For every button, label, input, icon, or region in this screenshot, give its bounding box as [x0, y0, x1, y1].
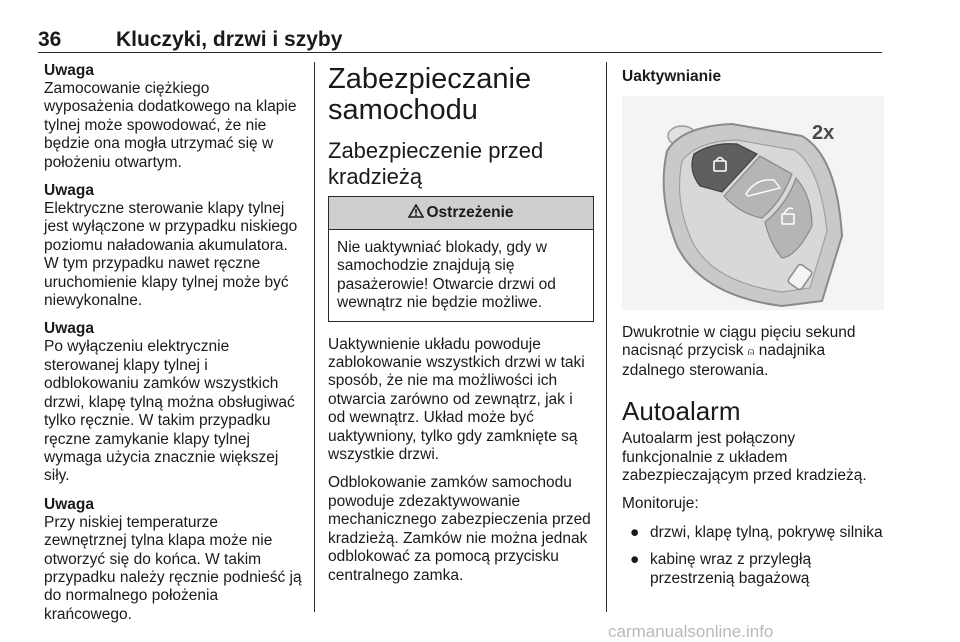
- bullet-icon: ●: [630, 523, 640, 541]
- note-4: [44, 496, 302, 624]
- page-number: 36: [38, 28, 62, 51]
- note-title: Uwaga: [44, 182, 94, 200]
- column-divider-2: [606, 62, 607, 612]
- key-fob-illustration: [622, 96, 884, 310]
- note-2: [44, 182, 302, 310]
- warning-text: Nie uaktywniać blokady, gdy w samochodzie znajdują się pasażerowie! Otwarcie drzwi od wewnątrz nie będzie możliwe.: [337, 239, 556, 312]
- note-1: [44, 62, 302, 172]
- note-text: Zamocowanie ciężkiego wyposażenia dodatkowego na klapie tylnej może spowodować, że nie będzie ona mogła utrzymać się w położeniu otwartym.: [44, 80, 297, 171]
- subsection-heading: Uaktywnianie: [622, 68, 722, 85]
- warning-title: Ostrzeżenie: [426, 204, 514, 221]
- bullet-icon: ●: [630, 551, 640, 569]
- paragraph: Uaktywnienie układu powoduje zablokowanie wszystkich drzwi w taki sposób, że nie ma możliwości ich otwarcia zarówno od zewnątrz, jak i od wewnątrz. Układ może być uaktywniony, tylko gdy zamknięte są wszystkie drzwi.: [328, 335, 585, 464]
- key-fob-drawing: [622, 96, 884, 310]
- paragraph-start: Dwukrotnie w ciągu pięciu sekund nacisnąć przycisk: [622, 324, 856, 360]
- note-title: Uwaga: [44, 495, 94, 513]
- section-heading: Autoalarm: [622, 396, 741, 427]
- column-1: [44, 62, 302, 634]
- list-item-text: drzwi, klapę tylną, pokrywę silnika: [650, 523, 883, 541]
- section-heading: Zabezpieczanie samochodu: [328, 63, 532, 126]
- column-divider-1: [314, 62, 315, 612]
- subsection-heading: Zabezpieczenie przed kradzieżą: [328, 138, 544, 189]
- monitor-label: Monitoruje:: [622, 495, 699, 513]
- column-2: [328, 62, 594, 595]
- warning-triangle-icon: [408, 204, 424, 218]
- watermark: carmanualsonline.info: [608, 622, 774, 641]
- list-item-text: kabinę wraz z przyległą przestrzenią bagażową: [650, 551, 812, 587]
- page-title: Kluczyki, drzwi i szyby: [116, 28, 343, 51]
- warning-header: [329, 197, 593, 230]
- note-3: [44, 320, 302, 485]
- note-text: Elektryczne sterowanie klapy tylnej jest wyłączone w przypadku niskiego poziomu naładowania akumulatora. W tym przypadku nawet ręczne uruchomienie klapy tylnej może być niewykonalne.: [44, 200, 298, 310]
- note-text: Po wyłączeniu elektrycznie sterowanej klapy tylnej i odblokowaniu zamków wszystkich drzwi, klapę tylną można obsługiwać tylko ręcznie. W takim przypadku ręczne zamykanie klapy tylnej wymaga użycia znacznie większej siły.: [44, 338, 295, 485]
- warning-box: [328, 196, 594, 322]
- list-item: [622, 524, 884, 542]
- press-twice-label: 2x: [812, 122, 835, 144]
- lock-symbol: ⍝: [747, 346, 755, 359]
- page-header: [38, 24, 882, 53]
- note-title: Uwaga: [44, 320, 94, 338]
- note-title: Uwaga: [44, 62, 94, 79]
- paragraph-end: nadajnika zdalnego sterowania.: [622, 342, 826, 379]
- paragraph: Odblokowanie zamków samochodu powoduje zdezaktywowanie mechanicznego zabezpieczenia przed kradzieżą. Zamków nie można jednak odblokować za pomocą przycisku centralnego zamka.: [328, 474, 591, 584]
- bullet-list: [622, 524, 884, 588]
- note-text: Przy niskiej temperaturze zewnętrznej tylna klapa może nie otworzyć się do końca. W takim przypadku należy ręcznie podnieść ją do normalnego położenia krańcowego.: [44, 513, 302, 623]
- paragraph: Autoalarm jest połączony funkcjonalnie z układem zabezpieczającym przed kradzieżą.: [622, 430, 867, 485]
- column-3: [622, 62, 884, 597]
- paragraph: [622, 324, 884, 380]
- list-item: [622, 551, 884, 588]
